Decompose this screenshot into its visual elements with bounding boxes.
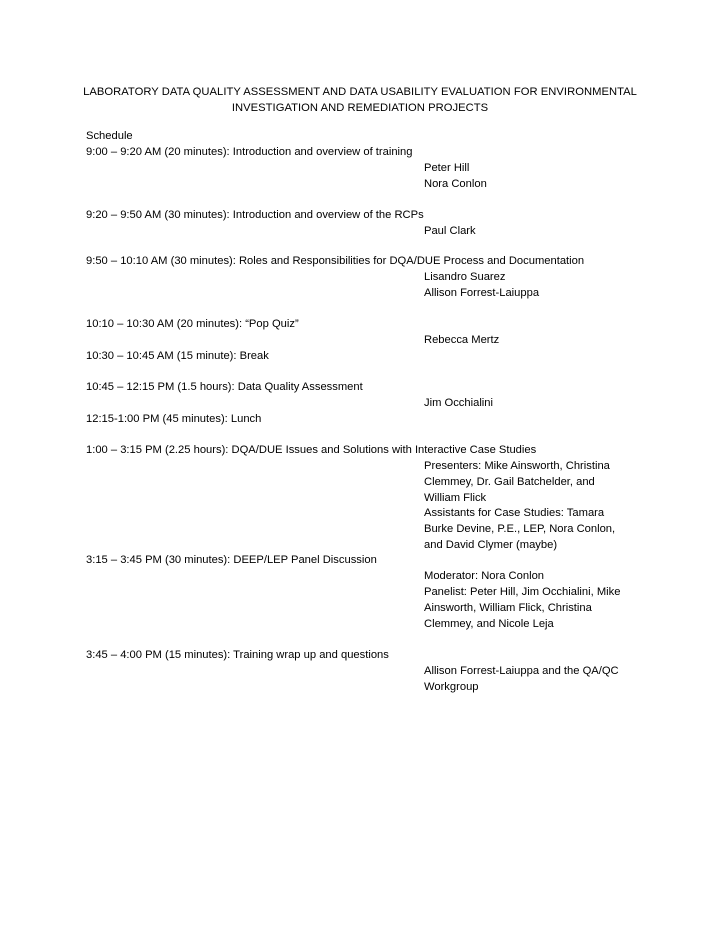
- schedule-item-person: Burke Devine, P.E., LEP, Nora Conlon,: [424, 523, 616, 535]
- document-title-line-1: LABORATORY DATA QUALITY ASSESSMENT AND DATA USABILITY EVALUATION FOR ENVIRONMENTAL: [83, 86, 637, 98]
- schedule-item-time: 10:45 – 12:15 PM (1.5 hours): Data Quality Assessment: [86, 381, 363, 393]
- schedule-item-time: 10:30 – 10:45 AM (15 minute): Break: [86, 350, 269, 362]
- schedule-item-person: William Flick: [424, 492, 487, 504]
- schedule-item-person: Moderator: Nora Conlon: [424, 570, 545, 582]
- schedule-item-person: Rebecca Mertz: [424, 334, 500, 346]
- schedule-item-time: 3:15 – 3:45 PM (30 minutes): DEEP/LEP Panel Discussion: [86, 554, 377, 566]
- schedule-item-person: Jim Occhialini: [424, 397, 494, 409]
- schedule-item-person: Peter Hill: [424, 162, 470, 174]
- schedule-item-person: Allison Forrest-Laiuppa and the QA/QC: [424, 665, 619, 677]
- schedule-item-time: 1:00 – 3:15 PM (2.25 hours): DQA/DUE Issues and Solutions with Interactive Case Studies: [86, 444, 537, 456]
- schedule-item-time: 9:50 – 10:10 AM (30 minutes): Roles and Responsibilities for DQA/DUE Process and Documentation: [86, 255, 585, 267]
- schedule-item-time: 10:10 – 10:30 AM (20 minutes): “Pop Quiz”: [86, 318, 299, 330]
- schedule-item-person: Workgroup: [424, 681, 479, 693]
- schedule-item-person: Panelist: Peter Hill, Jim Occhialini, Mike: [424, 586, 621, 598]
- schedule-item-person: Clemmey, Dr. Gail Batchelder, and: [424, 476, 595, 488]
- schedule-heading: Schedule: [86, 130, 133, 142]
- schedule-item-person: Nora Conlon: [424, 178, 487, 190]
- schedule-item-person: Paul Clark: [424, 225, 476, 237]
- schedule-item-person: and David Clymer (maybe): [424, 539, 558, 551]
- schedule-item-person: Lisandro Suarez: [424, 271, 506, 283]
- document-title-line-2: INVESTIGATION AND REMEDIATION PROJECTS: [231, 102, 489, 114]
- schedule-item-person: Clemmey, and Nicole Leja: [424, 618, 554, 630]
- schedule-item-person: Allison Forrest-Laiuppa: [424, 287, 540, 299]
- schedule-item-time: 9:00 – 9:20 AM (20 minutes): Introduction and overview of training: [86, 146, 413, 158]
- schedule-item-person: Presenters: Mike Ainsworth, Christina: [424, 460, 610, 472]
- schedule-item-time: 12:15-1:00 PM (45 minutes): Lunch: [86, 413, 262, 425]
- schedule-item-person: Assistants for Case Studies: Tamara: [424, 507, 605, 519]
- schedule-item-time: 3:45 – 4:00 PM (15 minutes): Training wrap up and questions: [86, 649, 389, 661]
- schedule-item-time: 9:20 – 9:50 AM (30 minutes): Introduction and overview of the RCPs: [86, 209, 424, 221]
- schedule-item-person: Ainsworth, William Flick, Christina: [424, 602, 592, 614]
